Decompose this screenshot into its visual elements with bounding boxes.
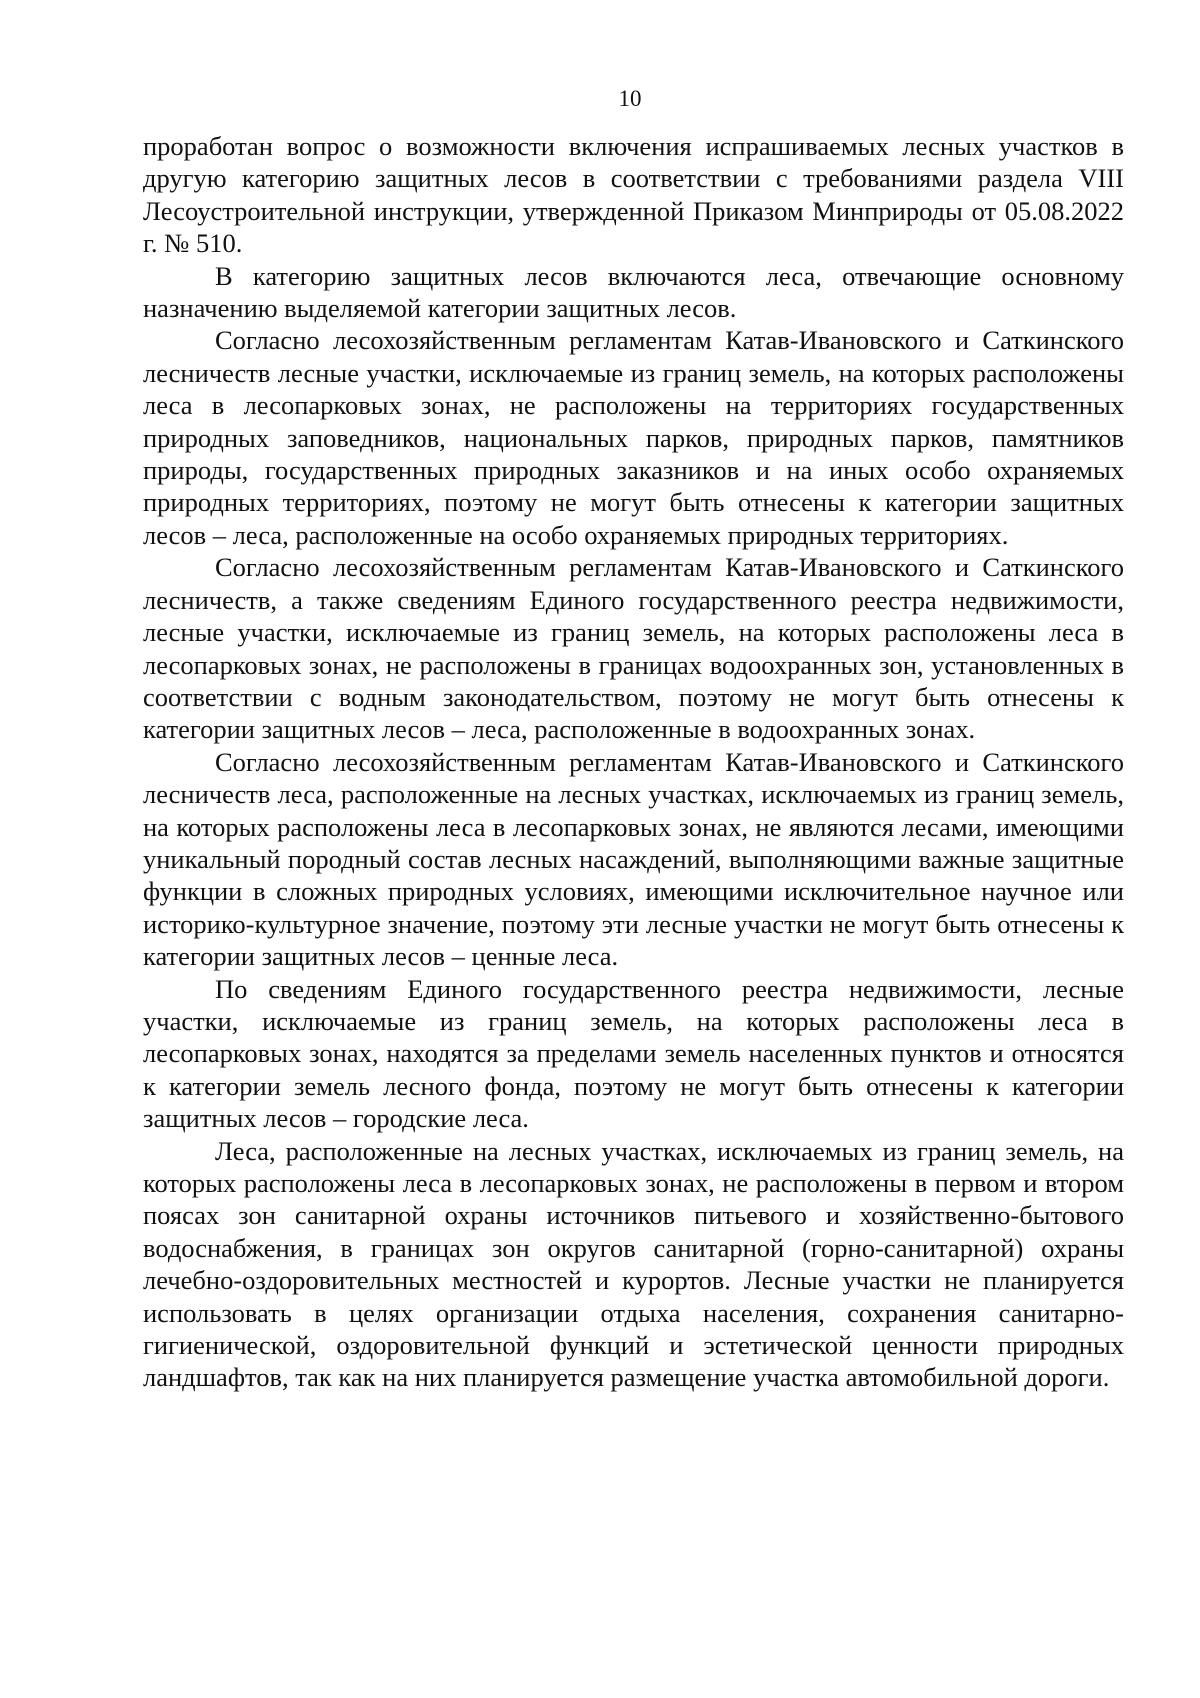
paragraph: Леса, расположенные на лесных участках, исключаемых из границ земель, на которых расположены леса в лесопарковых зонах, не расположены в первом и втором поясах зон санитарной охраны источников питьевого и хозяйственно-бытового водоснабжения, в границах зон округов санитарной (горно-санитарной) охраны лечебно-оздоровительных местностей и курортов. Лесные участки не планируется использовать в целях организации отдыха населения, сохранения санитарно-гигиенической, оздоровительной функций и эстетической ценности природных ландшафтов, так как на них планируется размещение участка автомобильной дороги. bbox=[143, 1135, 1124, 1393]
paragraph: Согласно лесохозяйственным регламентам Катав-Ивановского и Саткинского лесничеств, а также сведениям Единого государственного реестра недвижимости, лесные участки, исключаемые из границ земель, на которых расположены леса в лесопарковых зонах, не расположены в границах водоохранных зон, установленных в соответствии с водным законодательством, поэтому не могут быть отнесены к категории защитных лесов – леса, расположенные в водоохранных зонах. bbox=[143, 552, 1124, 745]
paragraph: Согласно лесохозяйственным регламентам Катав-Ивановского и Саткинского лесничеств лесные участки, исключаемые из границ земель, на которых расположены леса в лесопарковых зонах, не расположены на территориях государственных природных заповедников, национальных парков, природных парков, памятников природы, государственных природных заказников и на иных особо охраняемых природных территориях, поэтому не могут быть отнесены к категории защитных лесов – леса, расположенные на особо охраняемых природных территориях. bbox=[143, 325, 1124, 550]
paragraph: В категорию защитных лесов включаются леса, отвечающие основному назначению выделяемой категории защитных лесов. bbox=[143, 260, 1124, 324]
paragraph: Согласно лесохозяйственным регламентам Катав-Ивановского и Саткинского лесничеств леса, расположенные на лесных участках, исключаемых из границ земель, на которых расположены леса в лесопарковых зонах, не являются лесами, имеющими уникальный породный состав лесных насаждений, выполняющими важные защитные функции в сложных природных условиях, имеющими исключительное научное или историко-культурное значение, поэтому эти лесные участки не могут быть отнесены к категории защитных лесов – ценные леса. bbox=[143, 746, 1124, 972]
paragraph: По сведениям Единого государственного реестра недвижимости, лесные участки, исключаемые из границ земель, на которых расположены леса в лесопарковых зонах, находятся за пределами земель населенных пунктов и относятся к категории земель лесного фонда, поэтому не могут быть отнесены к категории защитных лесов – городские леса. bbox=[143, 973, 1124, 1134]
paragraph-continuation: проработан вопрос о возможности включения испрашиваемых лесных участков в другую категорию защитных лесов в соответствии с требованиями раздела VIII Лесоустроительной инструкции, утвержденной Приказом Минприроды от 05.08.2022 г. № 510. bbox=[143, 131, 1124, 259]
document-body bbox=[143, 130, 1124, 1394]
page-number: 10 bbox=[618, 86, 642, 111]
